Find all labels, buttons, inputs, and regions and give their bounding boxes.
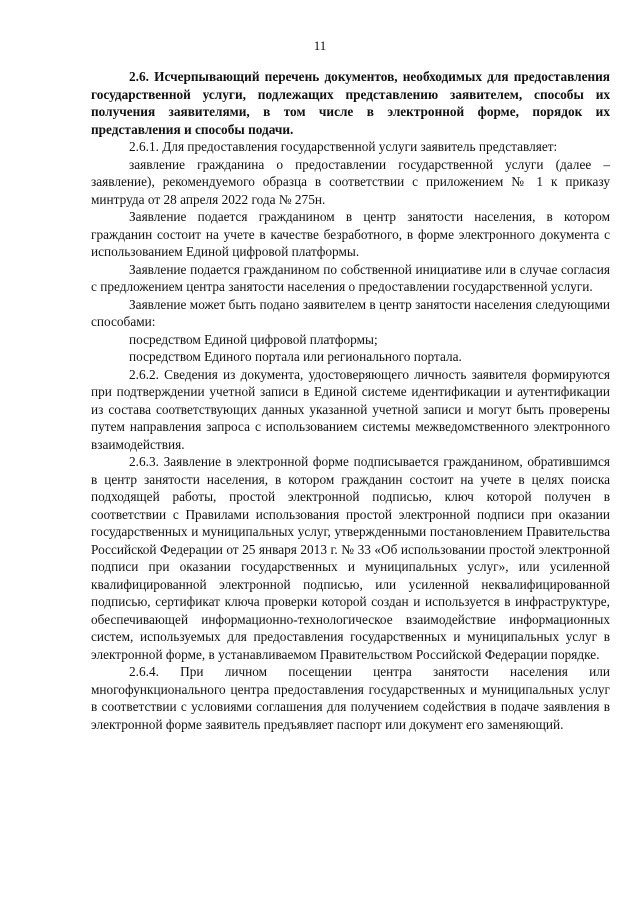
page-number: 11 <box>313 38 327 53</box>
paragraph-submission-methods: Заявление может быть подано заявителем в центр занятости населения следующими способами: <box>91 296 610 329</box>
paragraph-2-6-4: 2.6.4. При личном посещении центра занятости населения или многофункционального центра предоставления государственных и муниципальных услуг в соответствии с условиями соглашения для получением содействия в подаче заявления в электронной форме заявитель предъявляет паспорт или документ его заменяющий. <box>91 664 610 732</box>
document-body <box>91 68 610 733</box>
paragraph-submission-place: Заявление подается гражданином в центр занятости населения, в котором гражданин состоит на учете в качестве безработного, в форме электронного документа с использованием Единой цифровой платформы. <box>91 209 610 259</box>
paragraph-2-6-1: 2.6.1. Для предоставления государственной услуги заявитель представляет: <box>129 139 558 154</box>
list-item-unified-portal: посредством Единого портала или регионального портала. <box>129 349 462 364</box>
paragraph-submission-initiative: Заявление подается гражданином по собственной инициативе или в случае согласия с предложением центра занятости населения о предоставлении государственной услуги. <box>91 261 610 294</box>
paragraph-application-form: заявление гражданина о предоставлении государственной услуги (далее – заявление), рекомендуемого образца в соответствии с приложением № 1 к приказу минтруда от 28 апреля 2022 года № 275н. <box>91 156 610 207</box>
paragraph-2-6-2: 2.6.2. Сведения из документа, удостоверяющего личность заявителя формируются при подтверждении учетной записи в Единой системе идентификации и аутентификации из состава соответствующих данных указанной учетной записи и могут быть проверены путем направления запроса с использованием системы межведомственного электронного взаимодействия. <box>91 366 610 452</box>
section-heading: 2.6. Исчерпывающий перечень документов, необходимых для предоставления государственной услуги, подлежащих представлению заявителем, способы их получения заявителями, в том числе в электронной форме, порядок их представления и способы подачи. <box>91 69 610 137</box>
paragraph-2-6-3: 2.6.3. Заявление в электронной форме подписывается гражданином, обратившимся в центр занятости населения, в котором гражданин состоит на учете в целях поиска подходящей работы, простой электронной подписью, ключ которой получен в соответствии с Правилами использования простой электронной подписи при оказании государственных и муниципальных услуг, утвержденными постановлением Правительства Российской Федерации от 25 января 2013 г. № 33 «Об использовании простой электронной подписи при оказании государственных и муниципальных услуг», или усиленной квалифицированной электронной подписью, или усиленной неквалифицированной подписью, сертификат ключа проверки которой создан и используется в инфраструктуре, обеспечивающей информационно-технологическое взаимодействие информационных систем, используемых для предоставления государственных и муниципальных услуг в электронной форме, в устанавливаемом Правительством Российской Федерации порядке. <box>91 454 610 662</box>
list-item-digital-platform: посредством Единой цифровой платформы; <box>129 331 378 347</box>
